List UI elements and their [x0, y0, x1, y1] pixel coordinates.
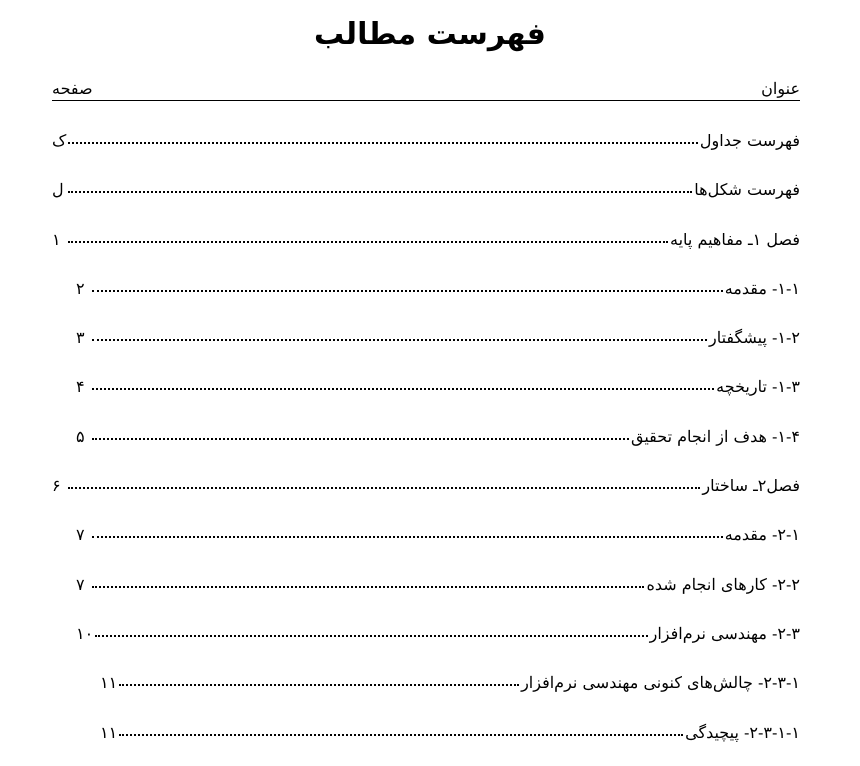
toc-dot-leader — [92, 586, 644, 588]
toc-dot-leader — [95, 635, 647, 637]
toc-dot-leader — [68, 241, 668, 243]
toc-entry-title: ۱-۱- مقدمه — [724, 279, 800, 298]
toc-dot-leader — [92, 388, 714, 390]
toc-entry[interactable] — [76, 366, 800, 396]
toc-entry-title: ۲-۳-۱-۱- پیچیدگی — [685, 723, 800, 742]
toc-entry-title: فصل۲ـ ساختار — [702, 476, 800, 495]
toc-entry-page: ۷ — [76, 525, 85, 544]
toc-dot-leader — [92, 290, 723, 292]
toc-dot-leader — [68, 142, 698, 144]
toc-entry-page: ۳ — [76, 328, 85, 347]
toc-entry-page: ۷ — [76, 575, 85, 594]
toc-entry-title: فصل ۱ـ مفاهیم پایه — [670, 230, 800, 249]
toc-entry[interactable] — [76, 416, 800, 446]
toc-entry-title: ۲-۳-۱- چالش‌های کنونی مهندسی نرم‌افزار — [521, 673, 800, 692]
toc-entry[interactable] — [76, 564, 800, 594]
toc-entry-title: ۱-۳- تاریخچه — [716, 377, 800, 396]
toc-entry-page: ک — [52, 131, 67, 150]
toc-entry-title: ۱-۲- پیشگفتار — [709, 328, 800, 347]
toc-entry[interactable] — [52, 219, 800, 249]
toc-dot-leader — [92, 339, 707, 341]
toc-entry[interactable] — [76, 317, 800, 347]
toc-dot-leader — [92, 536, 723, 538]
toc-entry-page: ۱۱ — [100, 723, 118, 742]
toc-header-title-label: عنوان — [761, 79, 800, 98]
toc-entry[interactable] — [76, 514, 800, 544]
toc-entry-page: ۱۱ — [100, 673, 118, 692]
toc-dot-leader — [119, 734, 683, 736]
toc-entry[interactable] — [52, 120, 800, 150]
toc-entry[interactable] — [76, 268, 800, 298]
toc-dot-leader — [92, 438, 629, 440]
toc-entry-page: ۲ — [76, 279, 85, 298]
toc-entry[interactable] — [52, 465, 800, 495]
toc-entry-page: ۶ — [52, 476, 61, 495]
toc-entry-title: فهرست شکل‌ها — [694, 180, 800, 199]
toc-entry[interactable] — [52, 169, 800, 199]
toc-entry-title: ۲-۳- مهندسی نرم‌افزار — [649, 624, 800, 643]
toc-dot-leader — [68, 191, 692, 193]
toc-entry-title: ۲-۲- کارهای انجام شده — [646, 575, 800, 594]
toc-entry-page: ۴ — [76, 377, 85, 396]
toc-entry-page: ۵ — [76, 427, 85, 446]
toc-entry[interactable] — [100, 712, 800, 742]
toc-entry[interactable] — [100, 662, 800, 692]
toc-dot-leader — [68, 487, 700, 489]
toc-dot-leader — [119, 684, 519, 686]
toc-entry[interactable] — [76, 613, 800, 643]
toc-entry-page: ل — [52, 180, 64, 199]
toc-entry-title: ۱-۴- هدف از انجام تحقیق — [631, 427, 800, 446]
toc-entry-title: فهرست جداول — [699, 131, 800, 150]
toc-header-page-label: صفحه — [52, 79, 93, 98]
toc-header — [52, 76, 800, 101]
toc-entry-page: ۱ — [52, 230, 61, 249]
toc-entry-page: ۱۰ — [76, 624, 94, 643]
page-title: فهرست مطالب — [314, 17, 546, 52]
toc-entry-title: ۲-۱- مقدمه — [724, 525, 800, 544]
